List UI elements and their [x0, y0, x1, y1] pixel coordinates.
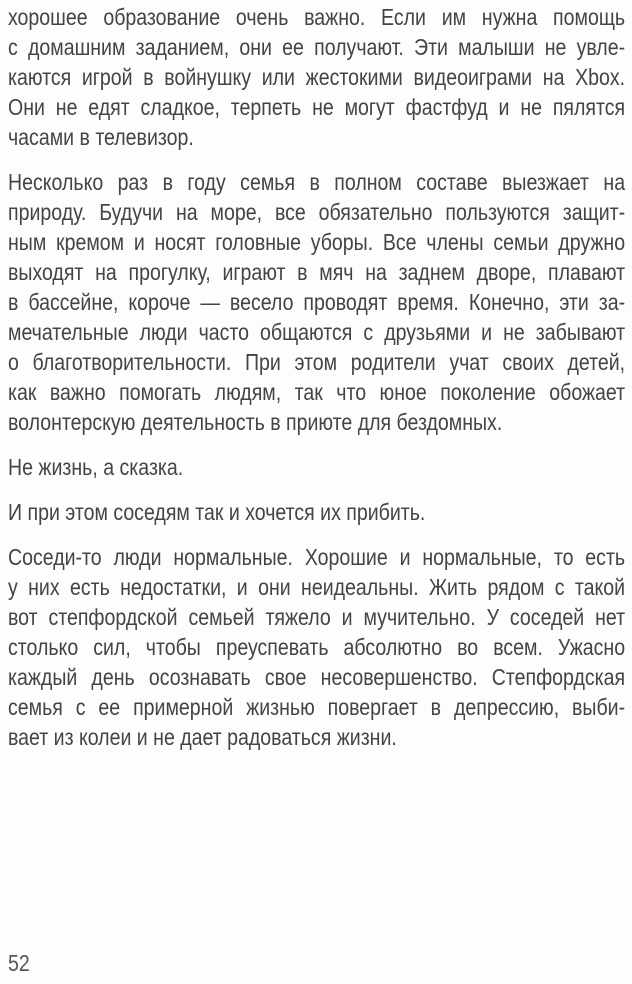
text-line: каждый день осознавать свое несовершенство. Степфордская [8, 664, 626, 690]
text-line: выходят на прогулку, играют в мяч на заднем дворе, плавают [8, 259, 626, 285]
text-line: волонтерскую деятельность в приюте для бездомных. [8, 409, 503, 435]
paragraph [8, 452, 625, 482]
paragraph [8, 2, 625, 152]
text-line: семья с ее примерной жизнью повергает в депрессию, выби- [8, 694, 626, 720]
text-line: с домашним заданием, они ее получают. Эти малыши не увле- [8, 34, 626, 60]
paragraph [8, 167, 625, 437]
text-line: часами в телевизор. [8, 124, 194, 150]
text-line: ным кремом и носят головные уборы. Все члены семьи дружно [8, 229, 626, 255]
text-line: хорошее образование очень важно. Если им нужна помощь [8, 4, 626, 30]
text-line: Несколько раз в году семья в полном составе выезжает на [8, 169, 626, 195]
text-line: как важно помогать людям, так что юное поколение обожает [8, 379, 626, 405]
page-number: 52 [8, 950, 30, 976]
paragraph [8, 497, 625, 527]
text-line: мечательные люди часто общаются с друзьями и не забывают [8, 319, 626, 345]
text-line: Не жизнь, а сказка. [8, 454, 184, 480]
text-line: каются игрой в войнушку или жестокими видеоиграми на Xbox. [8, 64, 626, 90]
text-line: вает из колеи и не дает радоваться жизни. [8, 724, 397, 750]
text-line: Соседи-то люди нормальные. Хорошие и нормальные, то есть [8, 544, 626, 570]
text-line: вот степфордской семьей тяжело и мучительно. У соседей нет [8, 604, 626, 630]
text-line: в бассейне, короче — весело проводят время. Конечно, эти за- [8, 289, 626, 315]
text-line: у них есть недостатки, и они неидеальны. Жить рядом с такой [8, 574, 626, 600]
page-footer [8, 948, 34, 978]
paragraph [8, 542, 625, 752]
text-line: о благотворительности. При этом родители учат своих детей, [8, 349, 626, 375]
text-line: И при этом соседям так и хочется их прибить. [8, 499, 426, 525]
text-line: Они не едят сладкое, терпеть не могут фастфуд и не пялятся [8, 94, 626, 120]
text-line: столько сил, чтобы преуспевать абсолютно во всем. Ужасно [8, 634, 626, 660]
text-line: природу. Будучи на море, все обязательно пользуются защит- [8, 199, 626, 225]
